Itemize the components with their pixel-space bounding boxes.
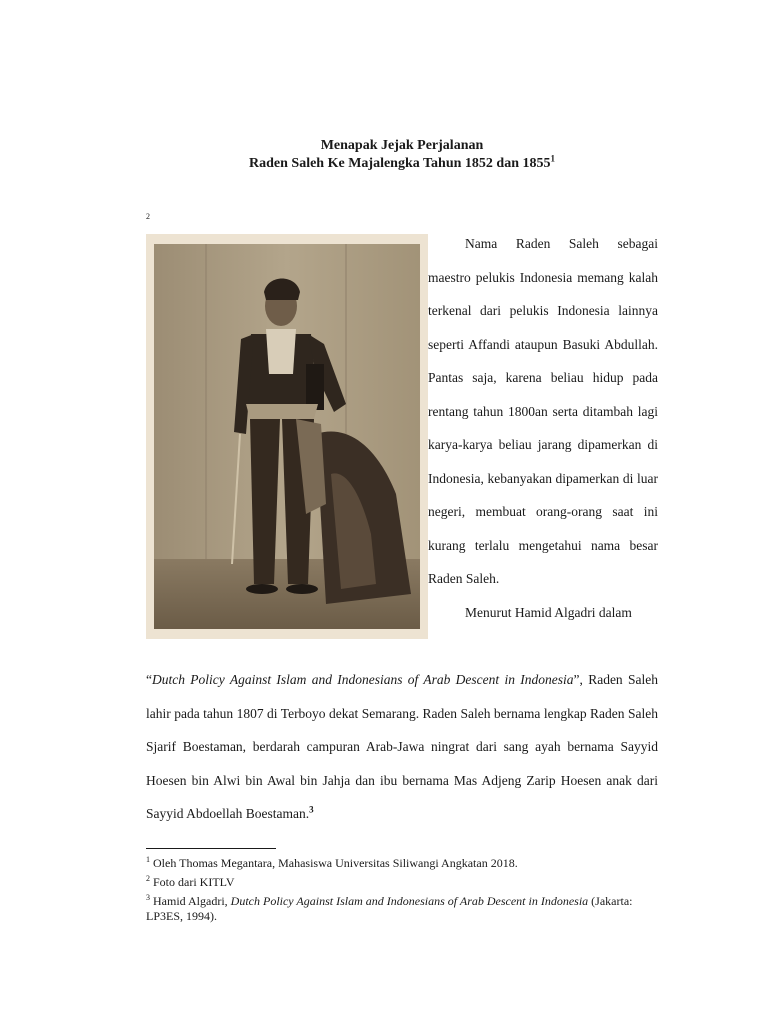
portrait-photo-icon [146,234,428,639]
column-text [428,227,658,629]
paragraph-hamid-continued [146,663,658,831]
full-width-text [146,663,658,831]
footnotes [146,852,658,924]
title-line-2 [146,155,658,173]
title-footnote-ref: 1 [550,153,555,164]
footnote-3-mark: 3 [146,893,150,902]
title-line-2-text: Raden Saleh Ke Majalengka Tahun 1852 dan 1855 [249,156,551,171]
footnote-2 [146,871,658,890]
footnote-2-text: Foto dari KITLV [150,875,235,889]
footnote-3-title: Dutch Policy Against Islam and Indonesians of Arab Descent in Indonesia [230,894,589,908]
image-footnote-ref: 2 [146,212,150,221]
footnote-separator [146,848,276,849]
title-line-1: Menapak Jejak Perjalanan [320,138,484,153]
footnote-3-pre: Hamid Algadri, [150,894,231,908]
portrait-photo [146,234,428,639]
book-title: Dutch Policy Against Islam and Indonesians of Arab Descent in Indonesia [152,672,574,687]
footnote-1-text: Oleh Thomas Megantara, Mahasiswa Universitas Siliwangi Angkatan 2018. [150,856,518,870]
footnote-2-mark: 2 [146,874,150,883]
quote-close: ”, [573,672,583,687]
footnote-1-mark: 1 [146,855,150,864]
footnote-3 [146,890,658,924]
document-title [146,137,658,173]
quote-open: “ [146,672,152,687]
paragraph-hamid-start: Menurut Hamid Algadri dalam [465,604,632,620]
body-footnote-ref: 3 [309,804,314,815]
footnote-3-post: (Jakarta: LP3ES, 1994). [146,894,633,923]
biography-text: Raden Saleh lahir pada tahun 1807 di Terboyo dekat Semarang. Raden Saleh bernama lengkap Raden Saleh Sjarif Boestaman, berdarah campuran Arab-Jawa ningrat dari sang ayah bernama Sayyid Hoesen bin Alwi bin Awal bin Jahja dan ibu bernama Mas Adjeng Zarip Hoesen anak dari Sayyid Abdoellah Boestaman. [146,672,658,821]
footnote-1 [146,852,658,871]
paragraph-intro: Nama Raden Saleh sebagai maestro pelukis Indonesia memang kalah terkenal dari pelukis Indonesia lainnya seperti Affandi ataupun Basuki Abdullah. Pantas saja, karena beliau hidup pada rentang tahun 1800an serta ditambah lagi karya-karya beliau jarang dipamerkan di Indonesia, kebanyakan dipamerkan di luar negeri, membuat orang-orang saat ini kurang terlalu mengetahui nama besar Raden Saleh. [428,236,658,586]
